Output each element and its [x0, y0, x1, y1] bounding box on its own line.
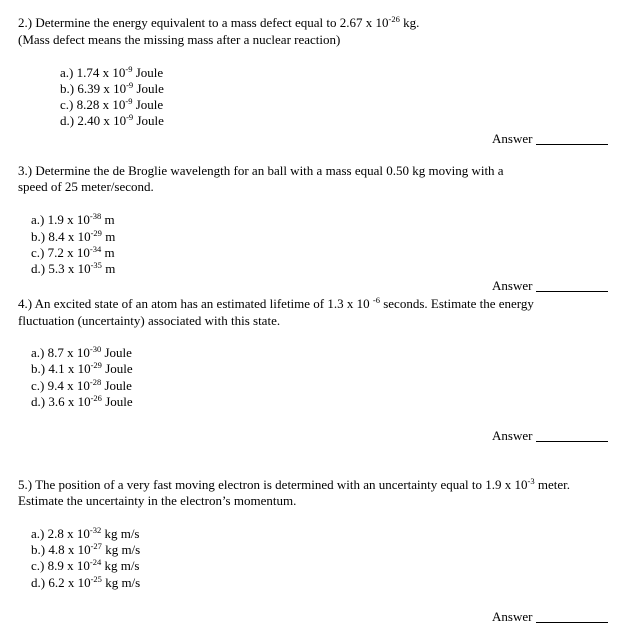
q3-option-b: b.) 8.4 x $10^{-29}$ m	[31, 228, 116, 244]
q4-prompt-line1: 4.) An excited state of an atom has an estimated lifetime of 1.3 x 10 $^{-6}$ seconds. Estimate the energy	[18, 295, 534, 311]
q3-answer-blank[interactable]	[536, 279, 608, 292]
q5-prompt-line1: 5.) The position of a very fast moving electron is determined with an uncertainty equal to 1.9 x $10^{-3}$ meter.	[18, 476, 571, 492]
q5-option-a: a.) 2.8 x $10^{-32}$ kg m/s	[31, 525, 140, 541]
q4-prompt-line2: fluctuation (uncertainty) associated with this state.	[18, 313, 281, 328]
q5-option-b: b.) 4.8 x $10^{-27}$ kg m/s	[31, 541, 141, 557]
q2-answer: Answer	[492, 131, 608, 147]
q2-prompt-line1: 2.) Determine the energy equivalent to a mass defect equal to 2.67 x $10^{-26}$ kg.	[18, 14, 420, 30]
q4-option-d: d.) 3.6 x $10^{-26}$ Joule	[31, 393, 133, 409]
q5-answer: Answer	[492, 609, 608, 625]
q2-option-a: a.) 1.74 x $10^{-9}$ Joule	[60, 64, 164, 80]
q5-answer-blank[interactable]	[536, 610, 608, 623]
q2-option-b: b.) 6.39 x $10^{-9}$ Joule	[60, 80, 164, 96]
q4-option-b: b.) 4.1 x $10^{-29}$ Joule	[31, 360, 133, 376]
q3-option-a: a.) 1.9 x $10^{-38}$ m	[31, 211, 115, 227]
q4-answer: Answer	[492, 428, 608, 444]
q2-prompt-line2: (Mass defect means the missing mass after a nuclear reaction)	[18, 32, 341, 47]
q2-option-d: d.) 2.40 x $10^{-9}$ Joule	[60, 112, 164, 128]
q3-option-c: c.) 7.2 x $10^{-34}$ m	[31, 244, 115, 260]
q3-prompt-line1: 3.) Determine the de Broglie wavelength for an ball with a mass equal 0.50 kg moving with a	[18, 163, 504, 178]
q5-prompt-line2: Estimate the uncertainty in the electron’s momentum.	[18, 493, 297, 508]
q4-answer-blank[interactable]	[536, 429, 608, 442]
q5-option-c: c.) 8.9 x $10^{-24}$ kg m/s	[31, 557, 140, 573]
q3-answer: Answer	[492, 278, 608, 294]
q5-option-d: d.) 6.2 x $10^{-25}$ kg m/s	[31, 574, 141, 590]
q2-option-c: c.) 8.28 x $10^{-9}$ Joule	[60, 96, 164, 112]
q4-option-c: c.) 9.4 x $10^{-28}$ Joule	[31, 377, 132, 393]
q4-option-a: a.) 8.7 x $10^{-30}$ Joule	[31, 344, 132, 360]
q3-prompt-line2: speed of 25 meter/second.	[18, 179, 154, 194]
q3-option-d: d.) 5.3 x $10^{-35}$ m	[31, 260, 116, 276]
q2-answer-blank[interactable]	[536, 132, 608, 145]
